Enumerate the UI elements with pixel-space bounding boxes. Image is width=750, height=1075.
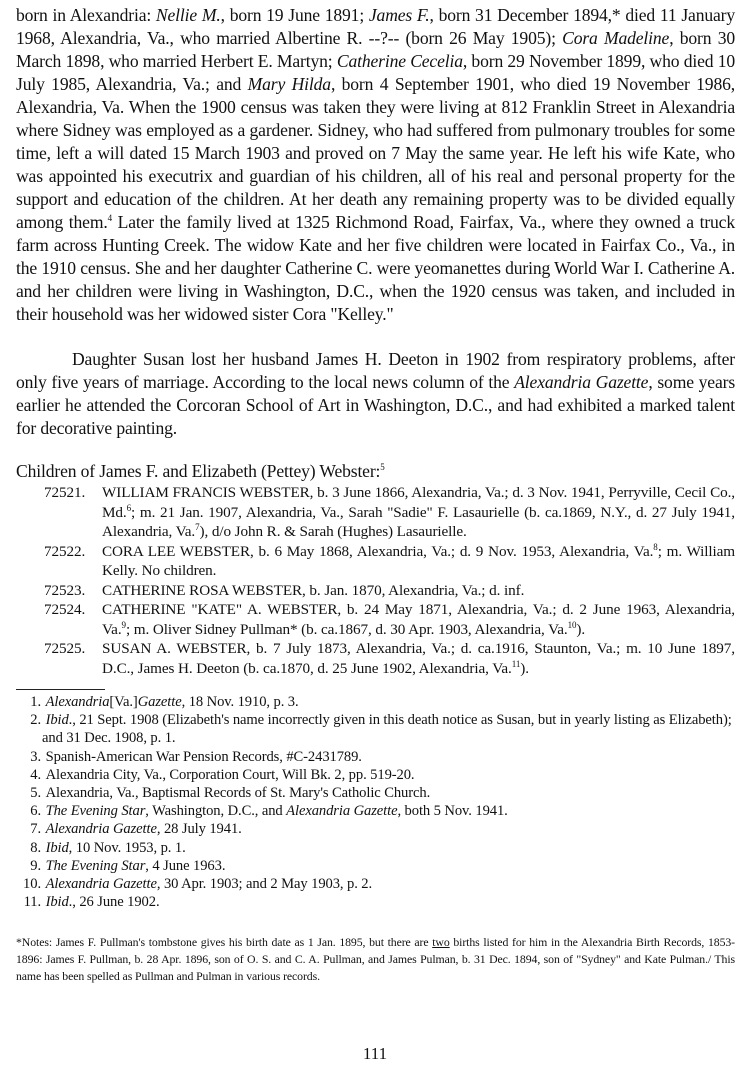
text: Later the family lived at 1325 Richmond Road, Fairfax, Va., where they owned a truck farm across Hunting Creek. The widow Kate and her five children were located in Fairfax Co., Va., in the 1910 census. She and her daughter Catherine C. were yeomanettes during World War I. Catherine A. and her children were living in Washington, D.C., when the 1920 census was taken, and included in their household was her widowed sister Cora "Kelley.": [16, 212, 735, 324]
child-entry: [16, 600, 735, 639]
footnote-ref: 4: [107, 213, 112, 224]
footnote: 3. Spanish-American War Pension Records, #C-2431789.: [30, 748, 362, 765]
italic-title: Alexandria Gazette: [514, 372, 649, 392]
document-page: [16, 4, 735, 985]
footnote: 10. Alexandria Gazette, 30 Apr. 1903; and 2 May 1903, p. 2.: [23, 876, 373, 893]
footnote: 5. Alexandria, Va., Baptismal Records of St. Mary's Catholic Church.: [30, 785, 431, 802]
child-entry: [16, 639, 735, 678]
children-heading: [16, 460, 735, 482]
entry-number: 72522.: [44, 542, 86, 560]
italic-name: Catherine Cecelia: [336, 51, 463, 71]
entry-text: WILLIAM FRANCIS WEBSTER, b. 3 June 1866, Alexandria, Va.; d. 3 Nov. 1941, Perryville, Cecil Co., Md.$^6$; m. 21 Jan. 1907, Alexandria, Va., Sarah "Sadie" F. Lasaurielle (b. ca.1869, N.Y., d. 27 July 1941, Alexandria, Va.$^7$), d/o John R. & Sarah (Hughes) Lasaurielle.: [102, 484, 735, 540]
page-number: 111: [362, 1044, 388, 1063]
pullman-note: *Notes: James F. Pullman's tombstone gives his birth date as 1 Jan. 1895, but there are two births listed for him in the Alexandria Birth Records, 1853-1896: James F. Pullman, b. 28 Apr. 1896, son of O. S. and C. A. Pullman, and James Pulman, b. 31 Dec. 1894, son of "Sydney" and Kate Pulman./ This name has been spelled as Pullman and Pulman in various records.: [16, 935, 735, 984]
entry-text: CATHERINE "KATE" A. WEBSTER, b. 24 May 1871, Alexandria, Va.; d. 2 June 1963, Alexandria, Va.$^9$; m. Oliver Sidney Pullman* (b. ca.1867, d. 30 Apr. 1903, Alexandria, Va.$^{10}$).: [102, 601, 735, 638]
footnotes: [16, 693, 735, 911]
entry-number: 72524.: [44, 601, 86, 618]
text: born in Alexandria:: [16, 5, 156, 25]
footnote: 6. The Evening Star, Washington, D.C., and Alexandria Gazette, both 5 Nov. 1941.: [30, 803, 508, 820]
body-paragraph-1: [16, 4, 735, 326]
heading-text: Children of James F. and Elizabeth (Pettey) Webster:: [16, 461, 381, 481]
italic-name: Mary Hilda: [247, 74, 331, 94]
entry-number: 72521.: [44, 484, 86, 501]
text: , born 4 September 1901, who died 19 November 1986, Alexandria, Va. When the 1900 census was taken they were living at 812 Franklin Street in Alexandria where Sidney was employed as a gardener. Sidney, who had suffered from pulmonary troubles for some time, left a will dated 15 March 1903 and proved on 7 May the same year. He left his wife Kate, who was appointed his executrix and guardian of his children, all of his real and personal property for the support and education of the children. At her death any remaining property was to be divided equally among them.: [16, 74, 735, 232]
footnote: 7. Alexandria Gazette, 28 July 1941.: [30, 821, 242, 838]
text: Daughter Susan lost her husband James H. Deeton in 1902 from respiratory problems, after only five years of marriage. According to the local news column of the: [16, 349, 735, 392]
footnote: 4. Alexandria City, Va., Corporation Court, Will Bk. 2, pp. 519-20.: [30, 766, 415, 783]
child-entry: [16, 483, 735, 542]
italic-name: James F.: [368, 5, 430, 25]
entry-text: CORA LEE WEBSTER, b. 6 May 1868, Alexandria, Va.; d. 9 Nov. 1953, Alexandria, Va.$^8$; m. William Kelly. No children.: [102, 541, 735, 579]
footnote: 1. Alexandria[Va.]Gazette, 18 Nov. 1910, p. 3.: [30, 694, 299, 710]
footnote: 8. Ibid, 10 Nov. 1953, p. 1.: [30, 839, 186, 856]
footnote: 11. Ibid., 26 June 1902.: [23, 894, 160, 911]
entry-text: CATHERINE ROSA WEBSTER, b. Jan. 1870, Alexandria, Va.; d. inf.: [102, 581, 525, 599]
text: , born 19 June 1891;: [220, 5, 369, 25]
entry-number: 72523.: [44, 581, 86, 599]
footnote-ref: 5: [380, 462, 385, 473]
footnote: 9. The Evening Star, 4 June 1963.: [30, 857, 226, 874]
text: , born 30 March 1898, who married Herbert E. Martyn;: [16, 28, 735, 71]
entry-text: SUSAN A. WEBSTER, b. 7 July 1873, Alexandria, Va.; d. ca.1916, Staunton, Va.; m. 10 June 1897, D.C., James H. Deeton (b. ca.1870, d. 25 June 1902, Alexandria, Va.$^{11}$).: [102, 640, 735, 677]
child-entry: [16, 581, 735, 601]
text: , some years earlier he attended the Corcoran School of Art in Washington, D.C., and had exhibited a marked talent for decorative painting.: [16, 372, 736, 438]
text: , born 31 December 1894,* died 11 January 1968, Alexandria, Va., who married Albertine R. --?-- (born 26 May 1905);: [16, 5, 735, 48]
text: , born 29 November 1899, who died 10 July 1985, Alexandria, Va.; and: [16, 51, 735, 94]
body-paragraph-2: [16, 348, 735, 440]
entry-number: 72525.: [44, 640, 86, 657]
children-list: [16, 483, 735, 678]
footnote: 2. Ibid., 21 Sept. 1908 (Elizabeth's name incorrectly given in this death notice as Susan, but in yearly listing as Elizabeth); and 31 Dec. 1908, p. 1.: [30, 712, 732, 747]
child-entry: [16, 542, 735, 581]
footnote-divider: [16, 689, 105, 690]
italic-name: Nellie M.: [155, 5, 221, 25]
italic-name: Cora Madeline: [562, 28, 670, 48]
